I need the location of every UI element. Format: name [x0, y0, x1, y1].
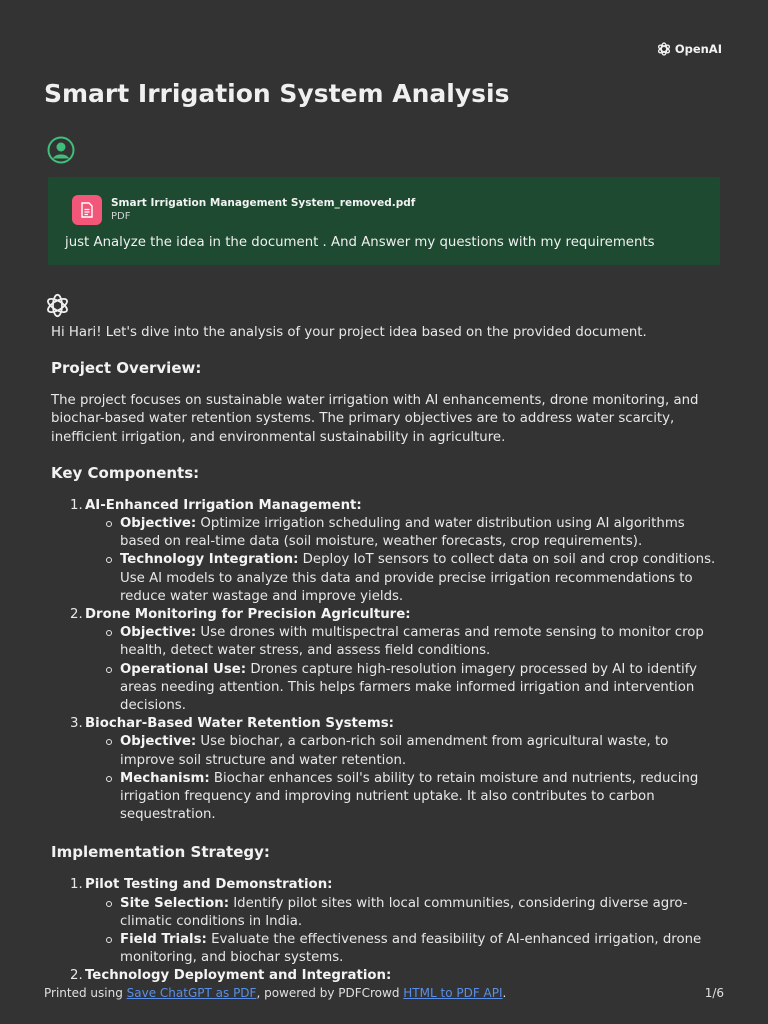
list-item — [51, 715, 726, 824]
html-to-pdf-link[interactable]: HTML to PDF API — [403, 986, 503, 1000]
list-item-title: AI-Enhanced Irrigation Management: — [85, 497, 362, 513]
list-number: 1. — [70, 497, 83, 513]
openai-logo-icon — [656, 41, 672, 57]
sub-list — [85, 895, 726, 968]
components-heading: Key Components: — [51, 463, 200, 482]
list-item-title: Pilot Testing and Demonstration: — [85, 877, 333, 893]
brand-label: OpenAI — [674, 42, 722, 56]
point-text: Biochar enhances soil's ability to retain moisture and nutrients, reducing irrigation frequency and improving nutrient uptake. It also contributes to carbon sequestration. — [120, 770, 699, 823]
list-item-title: Biochar-Based Water Retention Systems: — [85, 716, 395, 732]
bullet-icon — [106, 776, 112, 782]
footer-credit — [44, 985, 506, 1001]
list-item-title: Drone Monitoring for Precision Agriculture: — [85, 607, 411, 623]
point-label: Field Trials: — [120, 932, 207, 948]
page-title: Smart Irrigation System Analysis — [44, 79, 510, 108]
point-text: Use drones with multispectral cameras and remote sensing to monitor crop health, detect water stress, and assess field conditions. — [120, 625, 704, 659]
list-item-title: Technology Deployment and Integration: — [85, 968, 392, 984]
sub-list-item — [51, 770, 726, 825]
point-label: Objective: — [120, 734, 197, 750]
sub-list-item — [51, 551, 726, 606]
footer-prefix: Printed using — [44, 986, 127, 1000]
bullet-icon — [106, 667, 112, 673]
sub-list-item — [51, 733, 726, 769]
sub-list-item — [51, 895, 726, 931]
bullet-icon — [106, 557, 112, 563]
list-number: 1. — [70, 877, 83, 893]
sub-list-item — [51, 624, 726, 660]
chatgpt-logo-icon — [44, 292, 71, 319]
sub-list-item — [51, 515, 726, 551]
bullet-icon — [106, 901, 112, 907]
user-message-text: just Analyze the idea in the document . And Answer my questions with my requirements — [65, 235, 655, 250]
user-message — [48, 177, 720, 265]
point-label: Objective: — [120, 625, 197, 641]
sub-list — [85, 733, 726, 824]
strategy-heading: Implementation Strategy: — [51, 843, 270, 862]
point-text: Optimize irrigation scheduling and water distribution using AI algorithms based on real-time data (soil moisture, weather forecasts, crop requirements). — [120, 516, 685, 550]
bullet-icon — [106, 630, 112, 636]
openai-brand — [656, 40, 722, 58]
list-item — [51, 876, 726, 967]
strategy-list — [51, 876, 726, 985]
list-number: 3. — [70, 716, 83, 732]
sub-list — [85, 515, 726, 606]
components-list — [51, 497, 726, 825]
point-label: Objective: — [120, 516, 197, 532]
point-text: Evaluate the effectiveness and feasibility of AI-enhanced irrigation, drone monitoring, and biochar systems. — [120, 932, 702, 966]
footer-middle: , powered by PDFCrowd — [256, 986, 404, 1000]
assistant-response — [51, 324, 726, 1004]
overview-text: The project focuses on sustainable water irrigation with AI enhancements, drone monitoring, and biochar-based water retention systems. The primary objectives are to address water scarcity, inefficient irrigation, and environmental sustainability in agriculture. — [51, 393, 699, 445]
point-text: Drones capture high-resolution imagery processed by AI to identify areas needing attention. This helps farmers make informed irrigation and intervention decisions. — [120, 661, 698, 714]
bullet-icon — [106, 739, 112, 745]
point-label: Site Selection: — [120, 895, 230, 911]
list-item — [51, 606, 726, 715]
print-footer — [44, 985, 724, 1001]
save-chatgpt-link[interactable]: Save ChatGPT as PDF — [126, 986, 257, 1000]
overview-heading: Project Overview: — [51, 359, 202, 378]
pdf-attachment[interactable] — [72, 195, 415, 225]
sub-list-item — [51, 661, 726, 716]
point-label: Technology Integration: — [120, 552, 299, 568]
point-text: Use biochar, a carbon-rich soil amendment from agricultural waste, to improve soil structure and water retention. — [120, 734, 669, 768]
sub-list-item — [51, 931, 726, 967]
list-item — [51, 497, 726, 606]
point-text: Identify pilot sites with local communities, considering diverse agro-climatic conditions in India. — [120, 895, 688, 929]
attachment-type: PDF — [111, 211, 131, 222]
attachment-filename: Smart Irrigation Management System_removed.pdf — [111, 197, 416, 209]
user-avatar-icon — [47, 136, 75, 164]
bullet-icon — [106, 937, 112, 943]
document-icon — [72, 195, 102, 225]
point-label: Operational Use: — [120, 661, 247, 677]
point-label: Mechanism: — [120, 770, 210, 786]
bullet-icon — [106, 521, 112, 527]
list-number: 2. — [70, 607, 83, 623]
point-text: Deploy IoT sensors to collect data on soil and crop conditions. Use AI models to analyze this data and provide precise irrigation recommendations to reduce water wastage and improve yields. — [120, 552, 716, 604]
list-item — [51, 967, 726, 985]
list-number: 2. — [70, 968, 83, 984]
sub-list — [85, 624, 726, 715]
intro-text: Hi Hari! Let's dive into the analysis of your project idea based on the provided document. — [51, 325, 647, 340]
page-number: 1/6 — [704, 986, 724, 1000]
footer-suffix: . — [502, 986, 507, 1000]
